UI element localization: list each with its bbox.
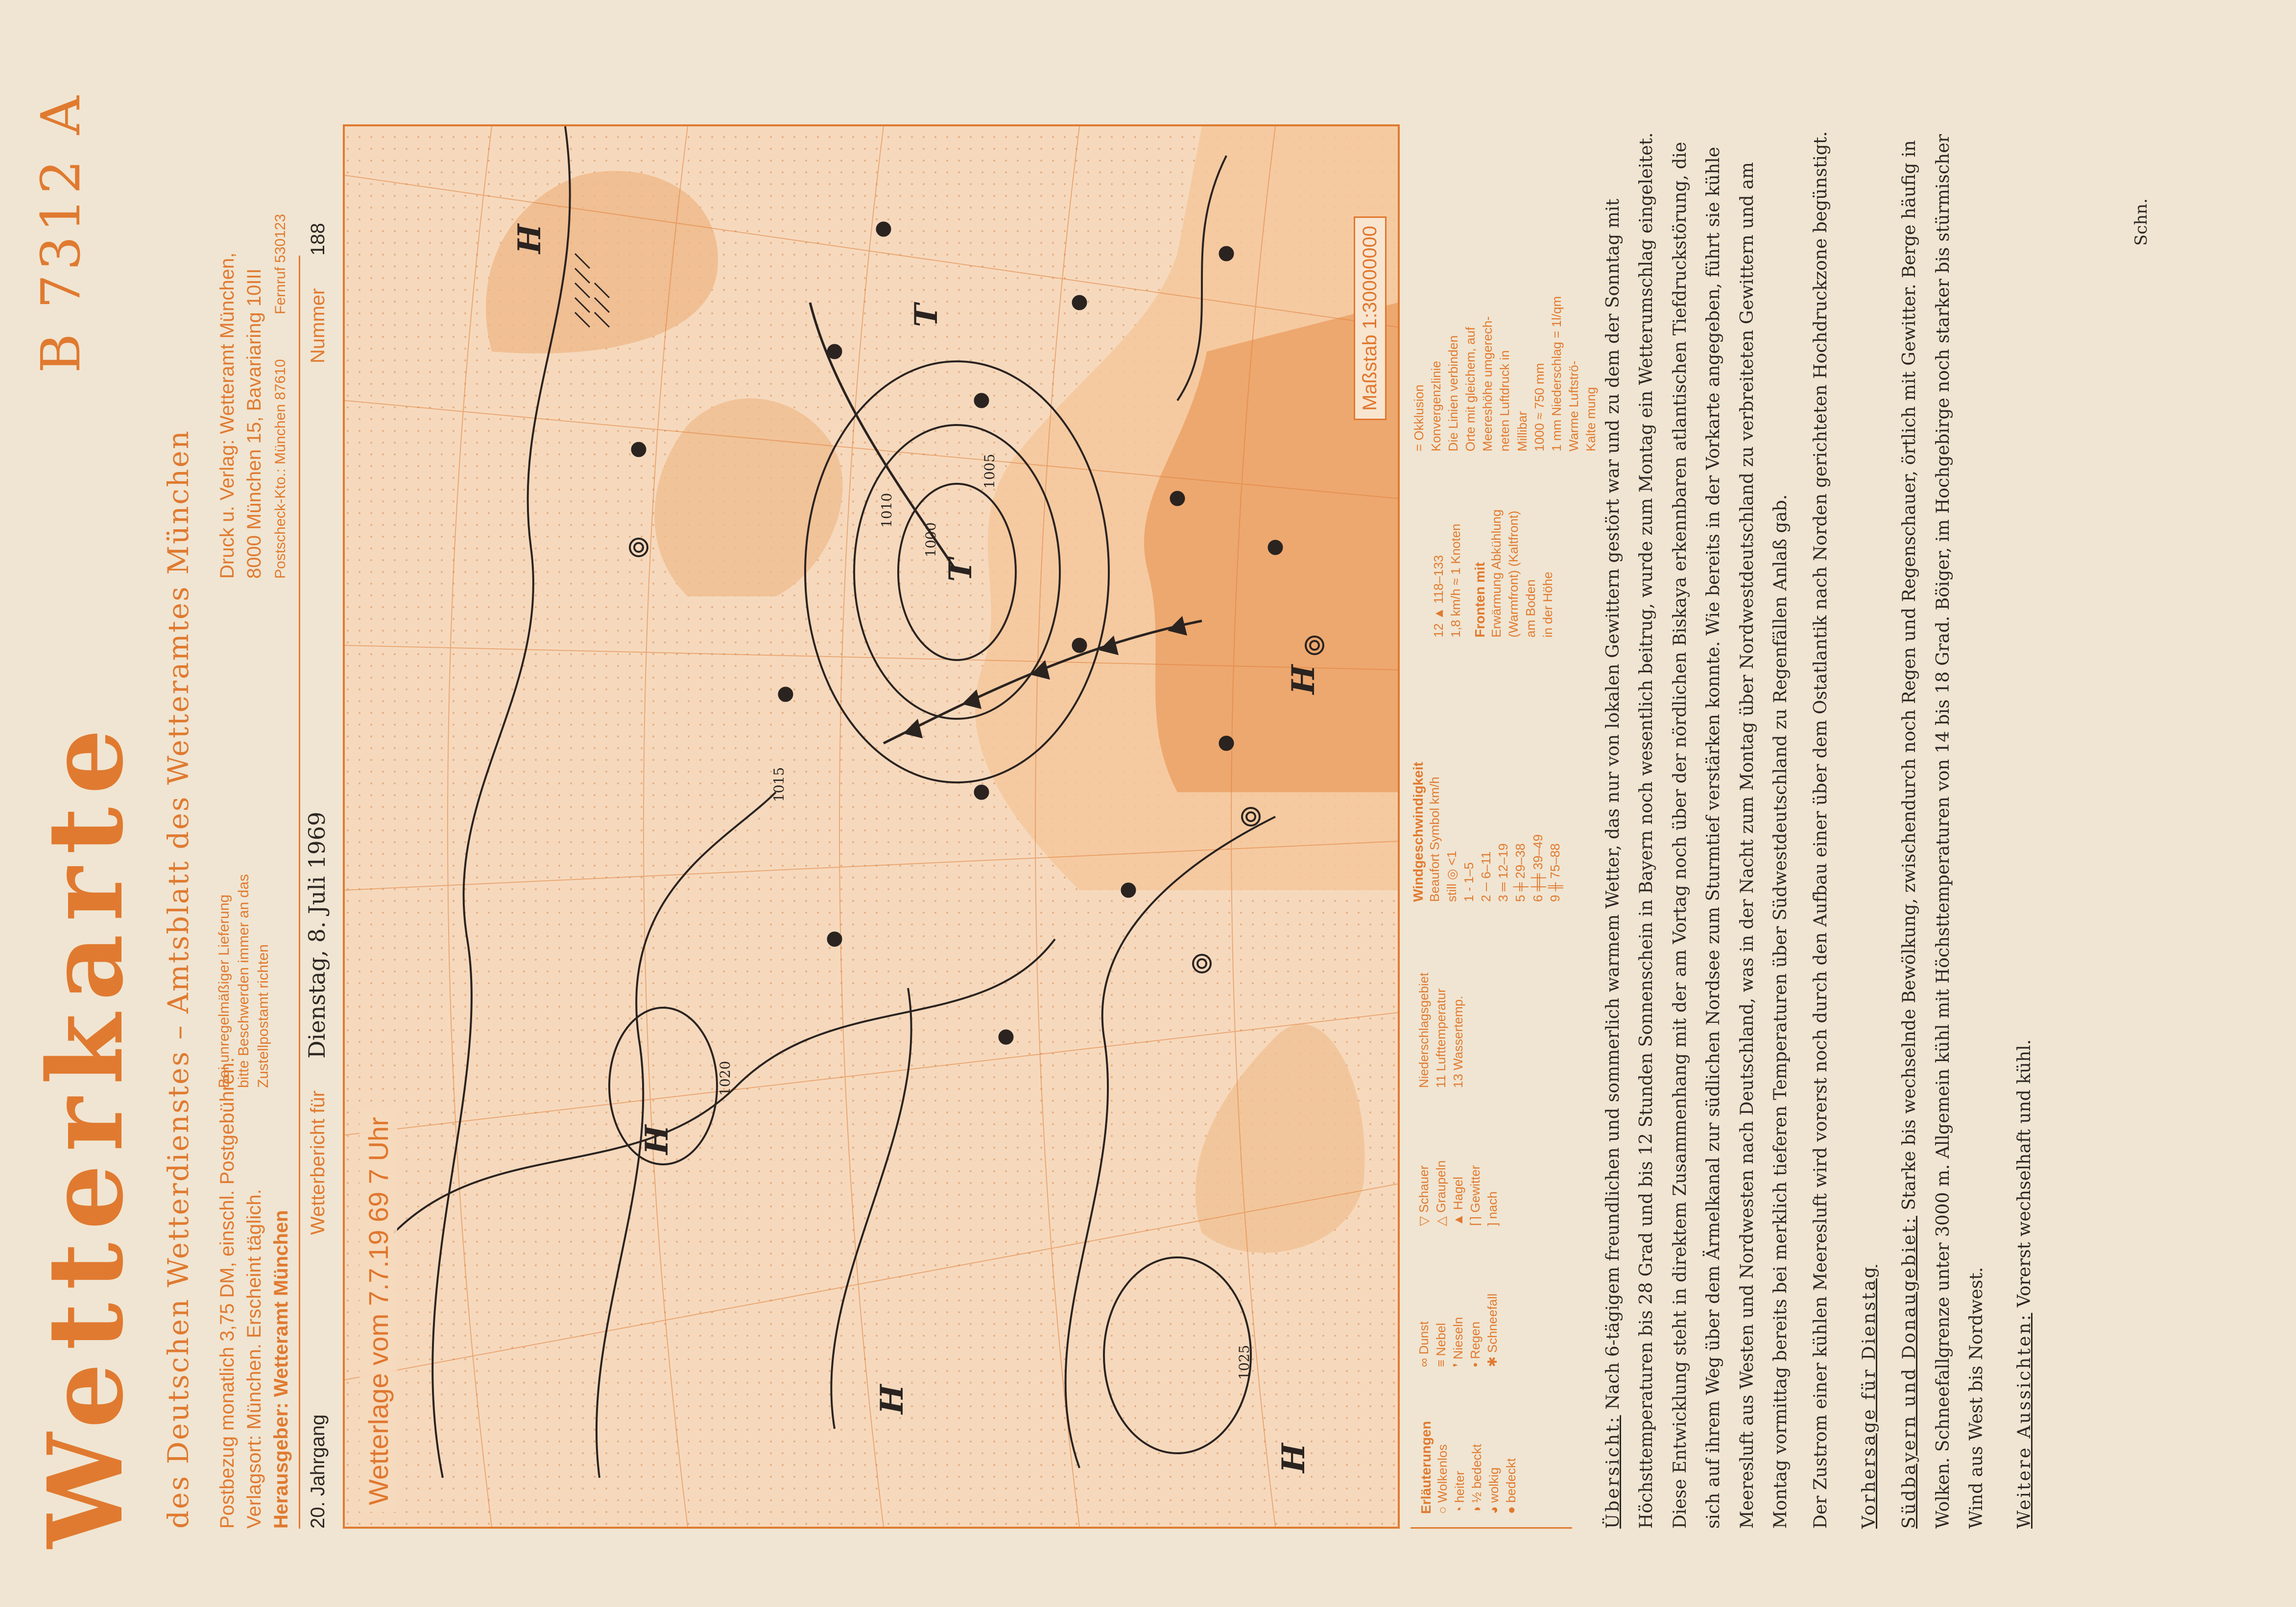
legend-wind-row-2: 2 ─ 6–11: [1479, 851, 1494, 902]
isobar-label-1020: 1020: [717, 1061, 733, 1096]
legend-weather-1: ≡ Nebel: [1434, 1323, 1449, 1367]
druck-line-2: 8000 München 15, Bavariaring 10III: [243, 268, 265, 579]
publication-code: B 7312 A: [29, 92, 92, 373]
legend-fronts-2: (Warmfront) (Kaltfront): [1506, 510, 1521, 638]
legend-wind-row-3: 3 ═ 12–19: [1496, 843, 1511, 902]
pressure-label-low-2: T: [908, 304, 945, 327]
lieferung-line-2: bitte Beschwerden immer an das: [236, 874, 252, 1088]
legend-precip: Niederschlagsgebiet: [1416, 972, 1431, 1088]
legend-wind-note: 1,8 km/h ≈ 1 Knoten: [1448, 523, 1463, 638]
aussichten-label: Weitere Aussichten:: [2014, 1313, 2035, 1529]
legend-weather-5: ▽ Schauer: [1416, 1165, 1431, 1226]
legend-occlusion: = Okklusion: [1411, 384, 1426, 451]
legend-lines-6: 1000 ≈ 750 mm: [1531, 363, 1547, 451]
pressure-label-high-3: H: [511, 224, 548, 254]
druck-line-1: Druck u. Verlag: Wetteramt München,: [216, 252, 238, 579]
legend-cloud-0: ○ Wolkenlos: [1435, 1444, 1450, 1514]
herausgeber-text: Herausgeber: Wetteramt München: [270, 1210, 292, 1529]
postbezug-text: Postbezug monatlich 3,75 DM, einschl. Postgebühren.: [216, 1057, 238, 1529]
legend-group-weather: [1415, 1093, 1501, 1367]
legend-group-lines: [1411, 138, 1600, 451]
legend-weather-4: ✱ Schneefall: [1485, 1293, 1500, 1367]
map-title: Wetterlage vom 7.7.19 69 7 Uhr: [359, 1110, 397, 1512]
isobar-label-1025: 1025: [1236, 1345, 1252, 1380]
legend-group-wind: [1411, 647, 1564, 902]
isobar-label-1005: 1005: [981, 453, 998, 489]
signature: Schn.: [2131, 198, 2151, 246]
legend-wind-row-7: 12 ▲ 118–133: [1431, 555, 1446, 638]
zustrom-text: Der Zustrom einer kühlen Meeresluft wird vorerst noch durch den Aufbau einer über dem Ostatlantik nach Norden gerichteten Hochdruckzone begünstigt.: [1811, 131, 1831, 1529]
legend-weather-8: ⌈⌉ Gewitter: [1468, 1165, 1483, 1226]
isobar-label-1010: 1010: [879, 493, 895, 528]
legend-heading: Erläuterungen: [1418, 1421, 1434, 1514]
issue-date: Dienstag, 8. Juli 1969: [304, 811, 330, 1059]
legend-lines-1: Die Linien verbinden: [1446, 335, 1461, 451]
legend-weather-0: ∞ Dunst: [1416, 1321, 1431, 1367]
map-scale: Maßstab 1:30000000: [1354, 216, 1387, 420]
legend-cloud-3: ◕ wolkig: [1486, 1467, 1502, 1514]
legend-fronts-3: am Boden: [1523, 579, 1538, 638]
legend-wind-heading: Windgeschwindigkeit: [1411, 762, 1426, 902]
postscheck-text: Postscheck-Kto.: München 87610: [272, 359, 288, 579]
legend-wind-row-0: still ◎ <1: [1444, 851, 1459, 902]
vorhersage-heading: [1853, 128, 1886, 1529]
weather-map: [343, 124, 1400, 1529]
legend-fronts-heading: Fronten mit: [1472, 562, 1488, 638]
isobar-label-1015: 1015: [771, 767, 787, 802]
pressure-label-low-1: T: [942, 558, 979, 582]
legend-group-temps: [1415, 912, 1467, 1088]
uebersicht-paragraph: [1597, 128, 1797, 1529]
legend-lines-5: Millibar: [1514, 411, 1530, 451]
legend-group-wind-2: [1430, 461, 1557, 638]
legend-temp-water: 13 Wassertemp.: [1451, 995, 1466, 1088]
legend-wind-row-4: 5 ╪ 29–38: [1513, 843, 1528, 902]
legend-cloud-2: ◑ ½ bedeckt: [1469, 1444, 1484, 1514]
weather-report: [1597, 128, 2151, 1529]
pressure-label-high-2: H: [639, 1125, 675, 1155]
legend-weather-7: ▲ Hagel: [1451, 1177, 1466, 1226]
legend-lines-2: Orte mit gleichem, auf: [1463, 327, 1478, 451]
legend-convergence: Konvergenzlinie: [1429, 360, 1444, 451]
vorhersage-label: Vorhersage für Dienstag: [1859, 1265, 1879, 1529]
legend-wind-row-1: 1 ‐ 1–5: [1461, 862, 1477, 902]
legend-divider: [1411, 1527, 1572, 1529]
uebersicht-text: Nach 6-tägigem freundlichen und sommerlich warmem Wetter, das nur von lokalen Gewittern gestört war und zu dem der Sonntag mit Höchsttemperaturen bis 28 Grad und bis 12 Stunden Sonnenschein in Bayern noch wesentlich beitrug, wurde zum Montag ein Wetterumschlag eingeleitet. Diese Entwicklung steht in direktem Zusammenhang mit der am Vortag noch über der nördlichen Biskaya erkennbaren atlantischen Tiefdruckstörung, die sich auf ihrem Weg über dem Ärmelkanal zur südlichen Nordsee zum Sturmtief verstärken konnte. Wie bereits in der Vorkarte angegeben, führt sie kühle Meeresluft aus Westen und Nordwesten nach Deutschland, was in der Nacht zum Montag über Nordwestdeutschland zu verbreiteten Gewittern und am Montag vormittag bereits bei merklich tieferen Temperaturen über Südwestdeutschland zu Regenfällen Anlaß gab.: [1603, 132, 1791, 1529]
legend-wind-row-5: 6 ╪╪ 39–49: [1530, 834, 1545, 902]
legend-wind-columns: Beaufort Symbol km/h: [1427, 777, 1442, 902]
wetterbericht-label: Wetterbericht für: [307, 1090, 329, 1235]
masthead-subtitle: des Deutschen Wetterdienstes – Amtsblatt des Wetteramtes München: [162, 429, 195, 1529]
pressure-label-high-1: H: [874, 1384, 910, 1414]
legend-airflow-2: Kalte mung: [1583, 387, 1598, 451]
aussichten-paragraph: [2008, 128, 2041, 1529]
nummer-value: 188: [307, 223, 329, 256]
pressure-label-high-4: H: [1285, 664, 1322, 694]
legend-cloud-1: ◔ heiter: [1452, 1471, 1467, 1514]
legend-temp-air: 11 Lufttemperatur: [1434, 988, 1449, 1088]
legend-lines-3: Meereshöhe umgerech-: [1480, 316, 1495, 451]
fernruf-text: Fernruf 530123: [272, 213, 288, 314]
legend-fronts-1: Erwärmung Abkühlung: [1489, 509, 1504, 638]
aussichten-text: Vorerst wechselhaft und kühl.: [2014, 1039, 2035, 1307]
isobar-label-1000: 1000: [923, 522, 939, 557]
verlagsort-text: Verlagsort: München. Erscheint täglich.: [243, 1189, 265, 1529]
legend-weather-3: • Regen: [1468, 1322, 1483, 1367]
legend-weather-6: △ Graupeln: [1434, 1160, 1449, 1226]
legend-wind-row-6: 9 ╫ 75–88: [1547, 843, 1562, 902]
legend-airflow-1: Warme Luftströ-: [1566, 360, 1581, 451]
legend-weather-9: ] nach: [1485, 1191, 1500, 1226]
jahrgang-text: 20. Jahrgang: [307, 1414, 329, 1529]
legend-panel: [1411, 128, 1598, 1529]
vorhersage-text: Starke bis wechselnde Bewölkung, zwischendurch noch Regen und Regenschauer, örtlich mit Gewitter. Berge häufig in Wolken. Schneefallgrenze unter 3000 m. Allgemein kühl mit Höchsttemperaturen von 14 bis 18 Grad. Böiger, im Hochgebirge noch starker bis stürmischer Wind aus West bis Nordwest.: [1899, 134, 1986, 1529]
vorhersage-paragraph: [1893, 128, 1993, 1529]
nummer-label: Nummer: [307, 288, 329, 363]
pressure-label-high-5: H: [1275, 1443, 1312, 1473]
legend-cloud-4: ● bedeckt: [1504, 1458, 1519, 1514]
legend-fronts-4: in der Höhe: [1540, 571, 1555, 638]
zustrom-paragraph: [1804, 128, 1838, 1529]
masthead-title: Wetterkarte: [25, 716, 146, 1548]
weather-map-graphic: [345, 126, 1398, 1527]
lieferung-line-1: Bei unregelmäßiger Lieferung: [216, 894, 232, 1088]
lieferung-line-3: Zustellpostamt richten: [255, 944, 271, 1088]
legend-lines-4: neten Luftdruck in: [1497, 350, 1512, 451]
masthead-rule: [299, 256, 300, 1529]
legend-lines-7: 1 mm Niederschlag = 1l/qm: [1549, 296, 1564, 451]
uebersicht-label: Übersicht:: [1603, 1415, 1623, 1529]
region-label: Südbayern und Donaugebiet:: [1899, 1216, 1920, 1529]
legend-weather-2: ❜ Nieseln: [1451, 1317, 1466, 1367]
